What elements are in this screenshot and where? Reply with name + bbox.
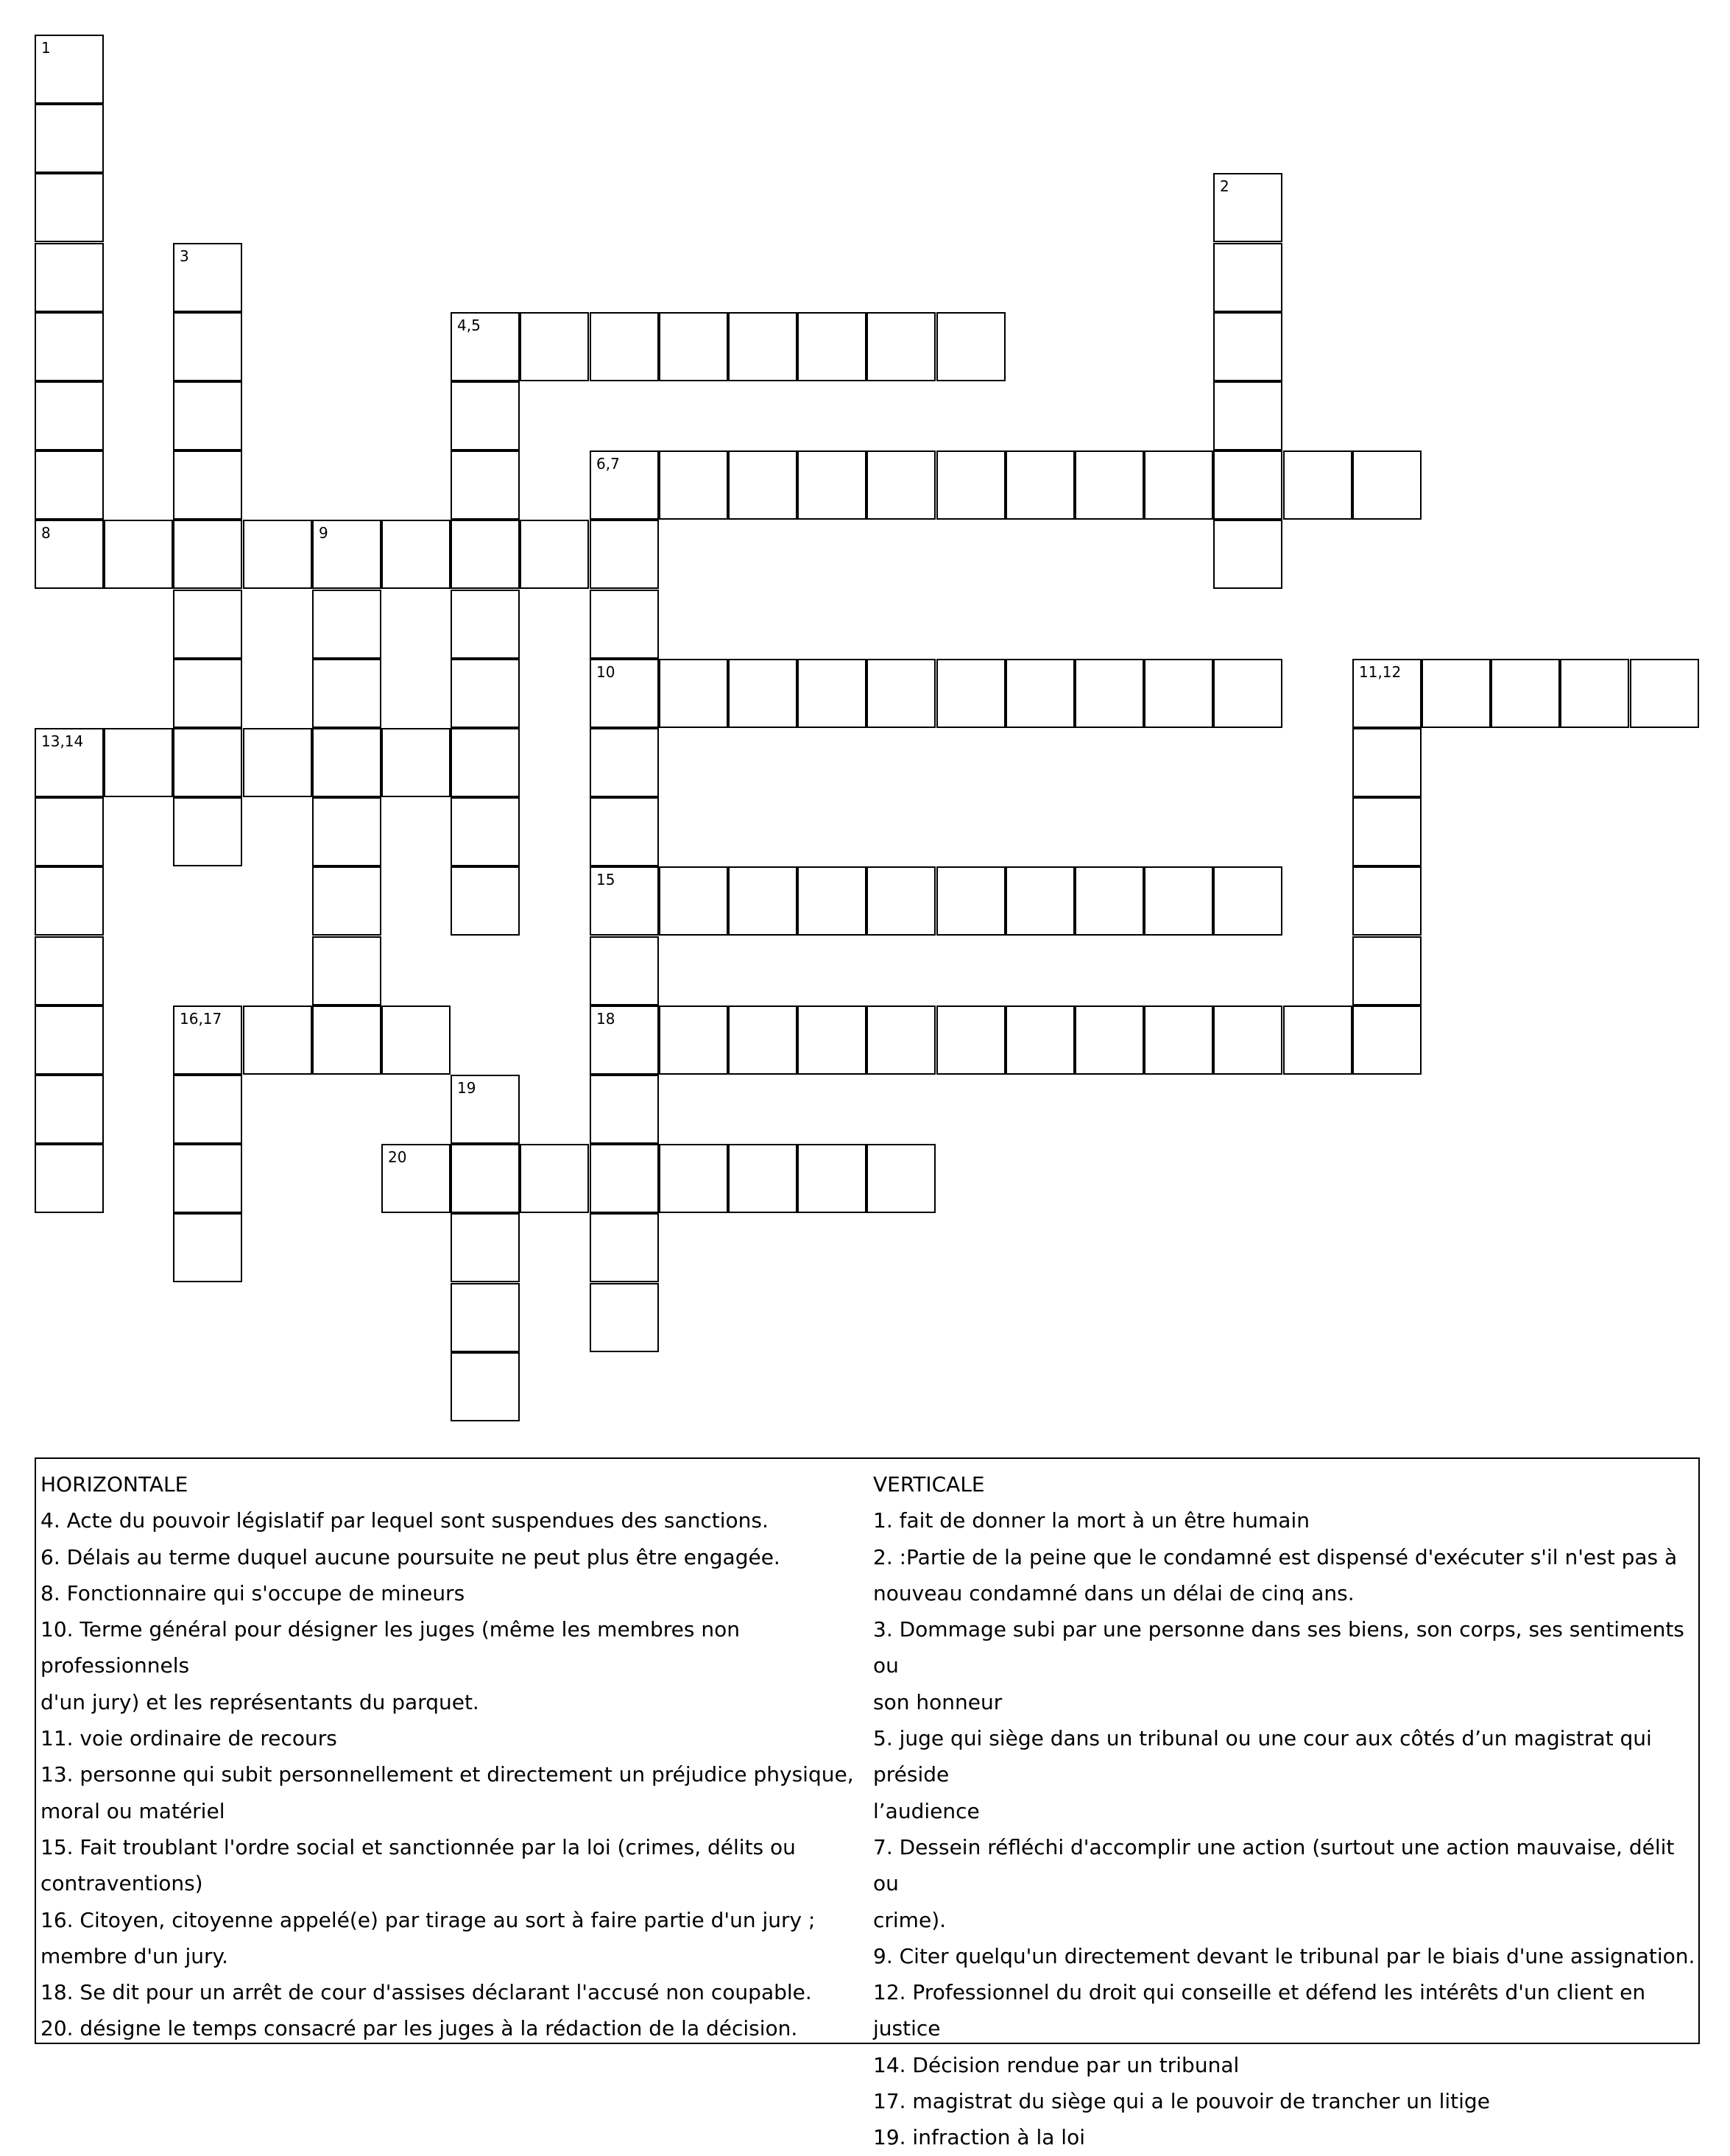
crossword-cell[interactable]: [1006, 866, 1075, 936]
clue-number: 6,7: [596, 455, 620, 473]
clue-number: 13,14: [41, 732, 84, 750]
crossword-cell[interactable]: [35, 104, 104, 173]
crossword-cell[interactable]: [1213, 659, 1282, 728]
crossword-cell[interactable]: [1560, 659, 1629, 728]
crossword-cell[interactable]: [1075, 866, 1144, 936]
crossword-cell[interactable]: [312, 590, 381, 659]
crossword-cell[interactable]: [35, 381, 104, 450]
crossword-cell[interactable]: [1213, 173, 1282, 242]
crossword-cell[interactable]: [590, 866, 659, 936]
clue-line: 7. Dessein réfléchi d'accomplir une action (surtout une action mauvaise, délit ou: [873, 1834, 1675, 1896]
crossword-cell[interactable]: [312, 1005, 381, 1075]
clue-line: 19. infraction à la loi: [873, 2125, 1085, 2150]
crossword-cell[interactable]: [451, 1075, 520, 1144]
crossword-cell[interactable]: [451, 450, 520, 520]
clue-line: 14. Décision rendue par un tribunal: [873, 2052, 1240, 2077]
crossword-cell[interactable]: [451, 590, 520, 659]
clue-number: 9: [319, 524, 328, 542]
crossword-cell[interactable]: [451, 659, 520, 728]
crossword-cell[interactable]: [520, 312, 589, 381]
crossword-cell[interactable]: [1352, 936, 1422, 1005]
crossword-cell[interactable]: [1144, 866, 1213, 936]
clue-line: 8. Fonctionnaire qui s'occupe de mineurs: [40, 1580, 465, 1605]
crossword-cell[interactable]: [866, 450, 936, 520]
crossword-cell[interactable]: [1213, 312, 1282, 381]
clues-heading: VERTICALE: [873, 1472, 985, 1496]
crossword-cell[interactable]: [1352, 797, 1422, 866]
crossword-cell[interactable]: [590, 659, 659, 728]
clue-line: 17. magistrat du siège qui a le pouvoir de trancher un litige: [873, 2089, 1490, 2114]
crossword-cell[interactable]: [1630, 659, 1699, 728]
crossword-cell[interactable]: [1144, 659, 1213, 728]
crossword-cell[interactable]: [1491, 659, 1560, 728]
crossword-cell[interactable]: [35, 797, 104, 866]
crossword-cell[interactable]: [35, 1144, 104, 1213]
clue-line: l’audience: [873, 1798, 980, 1823]
crossword-cell[interactable]: [590, 1005, 659, 1075]
crossword-cell[interactable]: [173, 450, 242, 520]
crossword-cell[interactable]: [173, 797, 242, 866]
crossword-cell[interactable]: [1213, 1005, 1282, 1075]
crossword-cell[interactable]: [35, 173, 104, 242]
crossword-cell[interactable]: [866, 312, 936, 381]
clue-line: 9. Citer quelqu'un directement devant le tribunal par le biais d'une assignation.: [873, 1943, 1695, 1968]
clue-line: 20. désigne le temps consacré par les juges à la rédaction de la décision.: [40, 2016, 798, 2041]
crossword-cell[interactable]: [173, 1005, 242, 1075]
crossword-cell[interactable]: [590, 450, 659, 520]
crossword-cell[interactable]: [35, 1075, 104, 1144]
crossword-cell[interactable]: [1006, 1005, 1075, 1075]
crossword-cell[interactable]: [173, 312, 242, 381]
clue-line: crime).: [873, 1907, 947, 1932]
clue-line: nouveau condamné dans un délai de cinq ans.: [873, 1580, 1355, 1605]
crossword-cell[interactable]: [173, 728, 242, 797]
crossword-cell[interactable]: [35, 450, 104, 520]
crossword-cell[interactable]: [35, 728, 104, 797]
crossword-cell[interactable]: [590, 1075, 659, 1144]
crossword-cell[interactable]: [797, 659, 866, 728]
crossword-cell[interactable]: [35, 1005, 104, 1075]
crossword-cell[interactable]: [35, 936, 104, 1005]
crossword-cell[interactable]: [866, 866, 936, 936]
crossword-cell[interactable]: [173, 1075, 242, 1144]
crossword-cell[interactable]: [659, 866, 728, 936]
crossword-cell[interactable]: [1213, 450, 1282, 520]
crossword-cell[interactable]: [1352, 866, 1422, 936]
clue-line: 3. Dommage subi par une personne dans ses biens, son corps, ses sentiments ou: [873, 1617, 1684, 1678]
crossword-cell[interactable]: [1144, 1005, 1213, 1075]
crossword-cell[interactable]: [590, 936, 659, 1005]
crossword-cell[interactable]: [728, 1144, 797, 1213]
crossword-cell[interactable]: [451, 1283, 520, 1352]
clue-line: 5. juge qui siège dans un tribunal ou une cour aux côtés d’un magistrat qui préside: [873, 1726, 1652, 1787]
horizontal-clues: [40, 1466, 869, 2047]
crossword-cell[interactable]: [1422, 659, 1491, 728]
crossword-cell[interactable]: [173, 590, 242, 659]
clue-number: 15: [596, 871, 615, 888]
crossword-cell[interactable]: [312, 797, 381, 866]
clues-heading: HORIZONTALE: [40, 1472, 188, 1496]
crossword-cell[interactable]: [520, 1144, 589, 1213]
clue-number: 3: [180, 247, 189, 265]
crossword-cell[interactable]: [1283, 1005, 1352, 1075]
crossword-cell[interactable]: [451, 1213, 520, 1282]
crossword-cell[interactable]: [590, 520, 659, 589]
crossword-cell[interactable]: [866, 659, 936, 728]
clue-line: contraventions): [40, 1871, 203, 1896]
crossword-cell[interactable]: [381, 520, 451, 589]
clue-line: 10. Terme général pour désigner les juges (même les membres non professionnels: [40, 1617, 740, 1678]
clue-line: 13. personne qui subit personnellement et directement un préjudice physique,: [40, 1762, 854, 1787]
clue-number: 19: [457, 1079, 476, 1097]
crossword-cell[interactable]: [104, 520, 173, 589]
crossword-cell[interactable]: [866, 1144, 936, 1213]
crossword-cell[interactable]: [381, 728, 451, 797]
crossword-cell[interactable]: [520, 520, 589, 589]
crossword-cell[interactable]: [451, 1144, 520, 1213]
crossword-cell[interactable]: [797, 1144, 866, 1213]
crossword-cell[interactable]: [590, 728, 659, 797]
crossword-cell[interactable]: [173, 1144, 242, 1213]
crossword-cell[interactable]: [1213, 381, 1282, 450]
clue-line: 1. fait de donner la mort à un être humain: [873, 1508, 1310, 1533]
crossword-cell[interactable]: [1213, 866, 1282, 936]
crossword-cell[interactable]: [936, 312, 1006, 381]
clue-line: 4. Acte du pouvoir législatif par lequel sont suspendues des sanctions.: [40, 1508, 769, 1533]
crossword-cell[interactable]: [1075, 450, 1144, 520]
crossword-cell[interactable]: [35, 312, 104, 381]
vertical-clues: [873, 1466, 1698, 2156]
crossword-cell[interactable]: [1352, 1005, 1422, 1075]
crossword-cell[interactable]: [381, 1005, 451, 1075]
crossword-cell[interactable]: [1283, 450, 1352, 520]
crossword-cell[interactable]: [35, 866, 104, 936]
crossword-cell[interactable]: [1352, 659, 1422, 728]
clue-number: 11,12: [1359, 663, 1402, 681]
crossword-cell[interactable]: [728, 1005, 797, 1075]
crossword-cell[interactable]: [312, 659, 381, 728]
crossword-cell[interactable]: [243, 520, 312, 589]
crossword-cell[interactable]: [659, 312, 728, 381]
crossword-cell[interactable]: [1006, 659, 1075, 728]
clue-number: 1: [41, 39, 51, 57]
crossword-cell[interactable]: [451, 520, 520, 589]
clue-line: 18. Se dit pour un arrêt de cour d'assises déclarant l'accusé non coupable.: [40, 1980, 812, 2005]
clue-number: 2: [1220, 177, 1229, 195]
crossword-cell[interactable]: [451, 312, 520, 381]
crossword-cell[interactable]: [590, 1283, 659, 1352]
clue-line: 11. voie ordinaire de recours: [40, 1726, 337, 1751]
crossword-cell[interactable]: [797, 1005, 866, 1075]
crossword-cell[interactable]: [173, 520, 242, 589]
crossword-cell[interactable]: [590, 797, 659, 866]
clue-line: membre d'un jury.: [40, 1943, 228, 1968]
crossword-cell[interactable]: [1075, 1005, 1144, 1075]
crossword-cell[interactable]: [243, 1005, 312, 1075]
crossword-cell[interactable]: [381, 1144, 451, 1213]
crossword-cell[interactable]: [936, 659, 1006, 728]
clue-number: 4,5: [457, 317, 481, 334]
crossword-cell[interactable]: [173, 659, 242, 728]
crossword-cell[interactable]: [451, 381, 520, 450]
crossword-cell[interactable]: [451, 797, 520, 866]
crossword-cell[interactable]: [797, 312, 866, 381]
crossword-cell[interactable]: [312, 520, 381, 589]
crossword-cell[interactable]: [590, 312, 659, 381]
crossword-cell[interactable]: [243, 728, 312, 797]
clue-line: d'un jury) et les représentants du parquet.: [40, 1689, 479, 1714]
crossword-cell[interactable]: [173, 243, 242, 312]
crossword-cell[interactable]: [936, 1005, 1006, 1075]
clue-number: 16,17: [180, 1010, 222, 1028]
crossword-cell[interactable]: [1075, 659, 1144, 728]
clue-line: 2. :Partie de la peine que le condamné est dispensé d'exécuter s'il n'est pas à: [873, 1544, 1678, 1569]
crossword-cell[interactable]: [590, 1144, 659, 1213]
crossword-cell[interactable]: [866, 1005, 936, 1075]
crossword-cell[interactable]: [936, 866, 1006, 936]
clue-number: 8: [41, 524, 51, 542]
clue-line: 6. Délais au terme duquel aucune poursuite ne peut plus être engagée.: [40, 1544, 780, 1569]
crossword-cell[interactable]: [173, 1213, 242, 1282]
crossword-cell[interactable]: [312, 866, 381, 936]
crossword-cell[interactable]: [1352, 728, 1422, 797]
clue-line: moral ou matériel: [40, 1798, 225, 1823]
crossword-cell[interactable]: [797, 450, 866, 520]
crossword-cell[interactable]: [451, 866, 520, 936]
crossword-cell[interactable]: [451, 728, 520, 797]
clue-number: 10: [596, 663, 615, 681]
crossword-cell[interactable]: [659, 1144, 728, 1213]
crossword-cell[interactable]: [1144, 450, 1213, 520]
crossword-cell[interactable]: [1213, 243, 1282, 312]
crossword-cell[interactable]: [728, 450, 797, 520]
crossword-cell[interactable]: [312, 936, 381, 1005]
crossword-cell[interactable]: [35, 520, 104, 589]
clue-number: 20: [388, 1148, 407, 1166]
crossword-cell[interactable]: [35, 35, 104, 104]
crossword-cell[interactable]: [659, 659, 728, 728]
crossword-cell[interactable]: [312, 728, 381, 797]
crossword-cell[interactable]: [35, 243, 104, 312]
crossword-cell[interactable]: [1352, 450, 1422, 520]
crossword-cell[interactable]: [451, 1352, 520, 1421]
crossword-cell[interactable]: [1006, 450, 1075, 520]
crossword-cell[interactable]: [590, 1213, 659, 1282]
crossword-cell[interactable]: [659, 450, 728, 520]
crossword-cell[interactable]: [659, 1005, 728, 1075]
crossword-cell[interactable]: [590, 590, 659, 659]
crossword-cell[interactable]: [173, 381, 242, 450]
crossword-cell[interactable]: [728, 312, 797, 381]
clue-number: 18: [596, 1010, 615, 1028]
crossword-cell[interactable]: [728, 866, 797, 936]
clue-line: 12. Professionnel du droit qui conseille et défend les intérêts d'un client en justice: [873, 1980, 1646, 2041]
crossword-cell[interactable]: [797, 866, 866, 936]
crossword-cell[interactable]: [728, 659, 797, 728]
clues-box: [35, 1457, 1700, 2150]
clue-line: 16. Citoyen, citoyenne appelé(e) par tirage au sort à faire partie d'un jury ;: [40, 1907, 816, 1932]
clue-line: 15. Fait troublant l'ordre social et sanctionnée par la loi (crimes, délits ou: [40, 1834, 796, 1859]
clue-line: son honneur: [873, 1689, 1003, 1714]
crossword-cell[interactable]: [1213, 520, 1282, 589]
crossword-cell[interactable]: [936, 450, 1006, 520]
crossword-cell[interactable]: [104, 728, 173, 797]
